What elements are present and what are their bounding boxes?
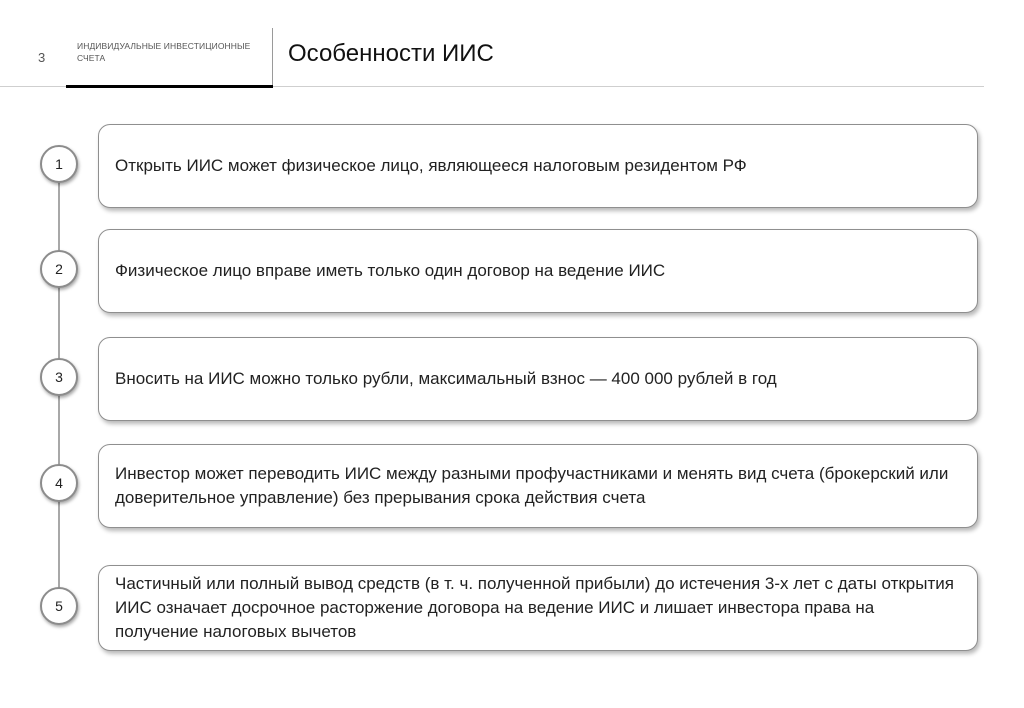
step-number-1: 1 <box>40 145 78 183</box>
feature-card-2 <box>98 229 978 313</box>
feature-card-4 <box>98 444 978 528</box>
feature-text-2: Физическое лицо вправе иметь только один договор на ведение ИИС <box>115 261 666 280</box>
step-number-2: 2 <box>40 250 78 288</box>
feature-card-3 <box>98 337 978 421</box>
feature-card-1 <box>98 124 978 208</box>
section-underline <box>66 85 273 88</box>
step-number-4: 4 <box>40 464 78 502</box>
feature-text-4: Инвестор может переводить ИИС между разными профучастниками и менять вид счета (брокерский или доверительное управление) без прерывания срока действия счета <box>115 464 949 507</box>
step-number-5: 5 <box>40 587 78 625</box>
page-number: 3 <box>38 50 46 65</box>
page-title: Особенности ИИС <box>288 40 494 67</box>
section-label: ИНДИВИДУАЛЬНЫЕ ИНВЕСТИЦИОННЫЕ СЧЕТА <box>77 41 251 63</box>
step-number-3: 3 <box>40 358 78 396</box>
feature-card-5 <box>98 565 978 651</box>
header-divider-left <box>0 86 66 87</box>
feature-text-1: Открыть ИИС может физическое лицо, являющееся налоговым резидентом РФ <box>115 156 747 175</box>
feature-text-3: Вносить на ИИС можно только рубли, максимальный взнос — 400 000 рублей в год <box>115 369 777 388</box>
section-header-block <box>66 28 273 86</box>
header-divider-right <box>273 86 984 87</box>
feature-text-5: Частичный или полный вывод средств (в т. ч. полученной прибыли) до истечения 3-х лет с даты открытия ИИС означает досрочное расторжение договора на ведение ИИС и лишает инвестора права на получение налоговых вычетов <box>115 574 954 641</box>
